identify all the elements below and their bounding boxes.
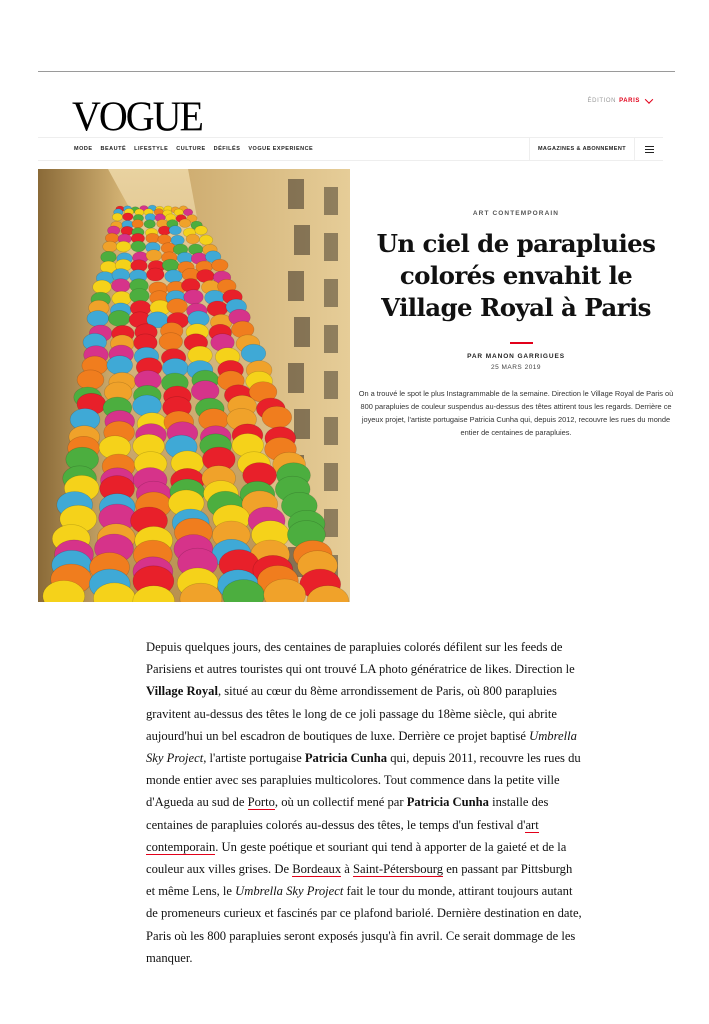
body-text-segment: , l'artiste portugaise	[203, 751, 305, 766]
body-text-segment: installe des centaines de parapluies colorés au-dessus des têtes, le temps d'un festival d'	[146, 795, 549, 832]
building-window	[324, 279, 338, 307]
building-window	[324, 325, 338, 353]
building-window	[288, 271, 304, 301]
umbrella-shape	[207, 301, 228, 316]
building-window	[288, 179, 304, 209]
umbrella-shape	[146, 233, 159, 243]
link-art-contemporain[interactable]: art contemporain	[146, 817, 539, 854]
umbrella-shape	[159, 333, 183, 351]
body-bold-artist: Patricia Cunha	[406, 795, 489, 810]
body-text-segment: , situé au cœur du 8ème arrondissement de Paris, où 800 parapluies gravitent au-dessus des têtes le long de ce joli passage du 18ème siècle, qui abrite aujourd'hui un bel escadron de boutiques de luxe. Derrière ce projet baptisé	[146, 684, 557, 743]
link-saint-petersbourg[interactable]: Saint-Pétersbourg	[353, 862, 444, 877]
umbrella-shape	[191, 381, 219, 402]
umbrella-shape	[107, 356, 133, 375]
nav-item-beaute[interactable]: BEAUTÉ	[100, 146, 127, 152]
umbrella-shape	[132, 220, 143, 229]
umbrella-shape	[93, 280, 112, 294]
article-standfirst: On a trouvé le spot le plus Instagrammable de la semaine. Direction le Village Royal de Paris où 800 parapluies de couleur suspendus au-dessus des têtes attirent tous les regards. Derrière ce joyeux projet, l'artiste portugaise Patricia Cunha qui, depuis 2012, recouvre les rues du monde entier de centaines de parapluies.	[358, 389, 674, 437]
umbrella-shape	[144, 220, 155, 229]
umbrella-shape	[212, 259, 229, 271]
edition-value: PARIS	[619, 98, 640, 104]
article-body	[146, 636, 582, 969]
umbrella-shape	[112, 213, 122, 221]
link-bordeaux[interactable]: Bordeaux	[292, 862, 342, 877]
umbrella-shape	[241, 344, 266, 362]
nav-item-lifestyle[interactable]: LIFESTYLE	[134, 146, 169, 152]
nav-item-culture[interactable]: CULTURE	[176, 146, 206, 152]
body-text-segment: fait le tour du monde, attirant toujours autant de promeneurs curieux et fascinés par ce plafond bariolé. Dernière destination en date, Paris où les 800 parapluies seront exposés jusqu'à fin avril. Ce serait dommage de les manquer.	[146, 884, 582, 965]
umbrella-shape	[199, 235, 212, 245]
building-window	[324, 509, 338, 537]
body-text-segment: . Un geste poétique et souriant qui tend à apporter de la gaieté et de la couleur aux villes grises. De	[146, 839, 567, 877]
link-porto[interactable]: Porto	[247, 795, 275, 810]
chevron-down-icon	[645, 95, 653, 103]
umbrella-shape	[162, 259, 179, 271]
article-headline: Un ciel de parapluies colorés envahit le Village Royal à Paris	[376, 229, 656, 322]
body-italic-project: Umbrella Sky Project	[235, 884, 344, 899]
building-window	[288, 363, 304, 393]
umbrella-shape	[131, 241, 146, 252]
body-text-segment: qui, depuis 2011, recouvre les rues du monde entier avec ses parapluies multicolores. Tout commence dans la petite ville d'Agueda au sud de	[146, 751, 581, 810]
umbrella-shape	[147, 268, 165, 281]
article-byline[interactable]: PAR MANON GARRIGUES	[467, 353, 565, 360]
body-italic-project: Umbrella Sky Project	[146, 728, 577, 766]
umbrella-shape	[146, 250, 162, 262]
umbrella-shape	[179, 219, 190, 228]
hero-image	[38, 169, 350, 602]
edition-selector[interactable]	[588, 98, 652, 104]
body-text-segment: en passant par Pittsburgh et même Lens, le	[146, 862, 573, 899]
umbrella-shape	[184, 290, 204, 305]
building-window	[294, 409, 310, 439]
umbrella-shape	[169, 226, 181, 235]
building-window	[294, 225, 310, 255]
building-window	[324, 187, 338, 215]
nav-item-mode[interactable]: MODE	[74, 146, 93, 152]
top-divider	[38, 71, 675, 72]
article-kicker[interactable]: ART CONTEMPORAIN	[472, 210, 560, 217]
umbrella-shape	[167, 299, 188, 314]
umbrella-shape	[87, 311, 109, 327]
umbrella-shape	[77, 370, 104, 390]
umbrella-shape	[116, 241, 131, 252]
building-window	[294, 317, 310, 347]
main-navigation	[38, 137, 663, 161]
umbrella-shape	[103, 241, 118, 252]
nav-right	[529, 137, 663, 161]
umbrella-shape	[195, 226, 207, 235]
umbrella-shape	[165, 270, 183, 283]
nav-items	[74, 146, 313, 152]
vogue-logo[interactable]: VOGUE	[72, 92, 202, 141]
umbrella-shape	[112, 279, 131, 293]
subscribe-link[interactable]: MAGAZINES & ABONNEMENT	[529, 137, 635, 161]
umbrella-shape	[123, 213, 133, 221]
building-window	[324, 463, 338, 491]
building-window	[324, 417, 338, 445]
body-bold-artist: Patricia Cunha	[304, 751, 388, 766]
body-bold-village-royal: Village Royal	[146, 684, 218, 699]
nav-item-vogue-experience[interactable]: VOGUE EXPERIENCE	[248, 146, 314, 152]
hamburger-menu-icon[interactable]	[635, 137, 663, 161]
umbrella-shape	[262, 406, 292, 428]
umbrella-shape	[186, 234, 199, 244]
umbrella-shape	[108, 310, 130, 326]
body-text-segment: , où un collectif mené par	[274, 795, 407, 810]
article-date: 25 MARS 2019	[490, 364, 542, 371]
building-window	[324, 371, 338, 399]
body-text-segment: Depuis quelques jours, des centaines de parapluies colorés défilent sur les feeds de Parisiens et autres touristes qui ont trouvé LA photo génératrice de likes. Direction le	[146, 640, 575, 677]
body-text-segment: à	[341, 862, 354, 877]
nav-item-defiles[interactable]: DÉFILÉS	[213, 146, 241, 152]
umbrella-sky-illustration	[38, 169, 350, 602]
building-window	[324, 233, 338, 261]
edition-label: ÉDITION	[587, 98, 617, 104]
headline-accent-rule	[510, 342, 533, 344]
